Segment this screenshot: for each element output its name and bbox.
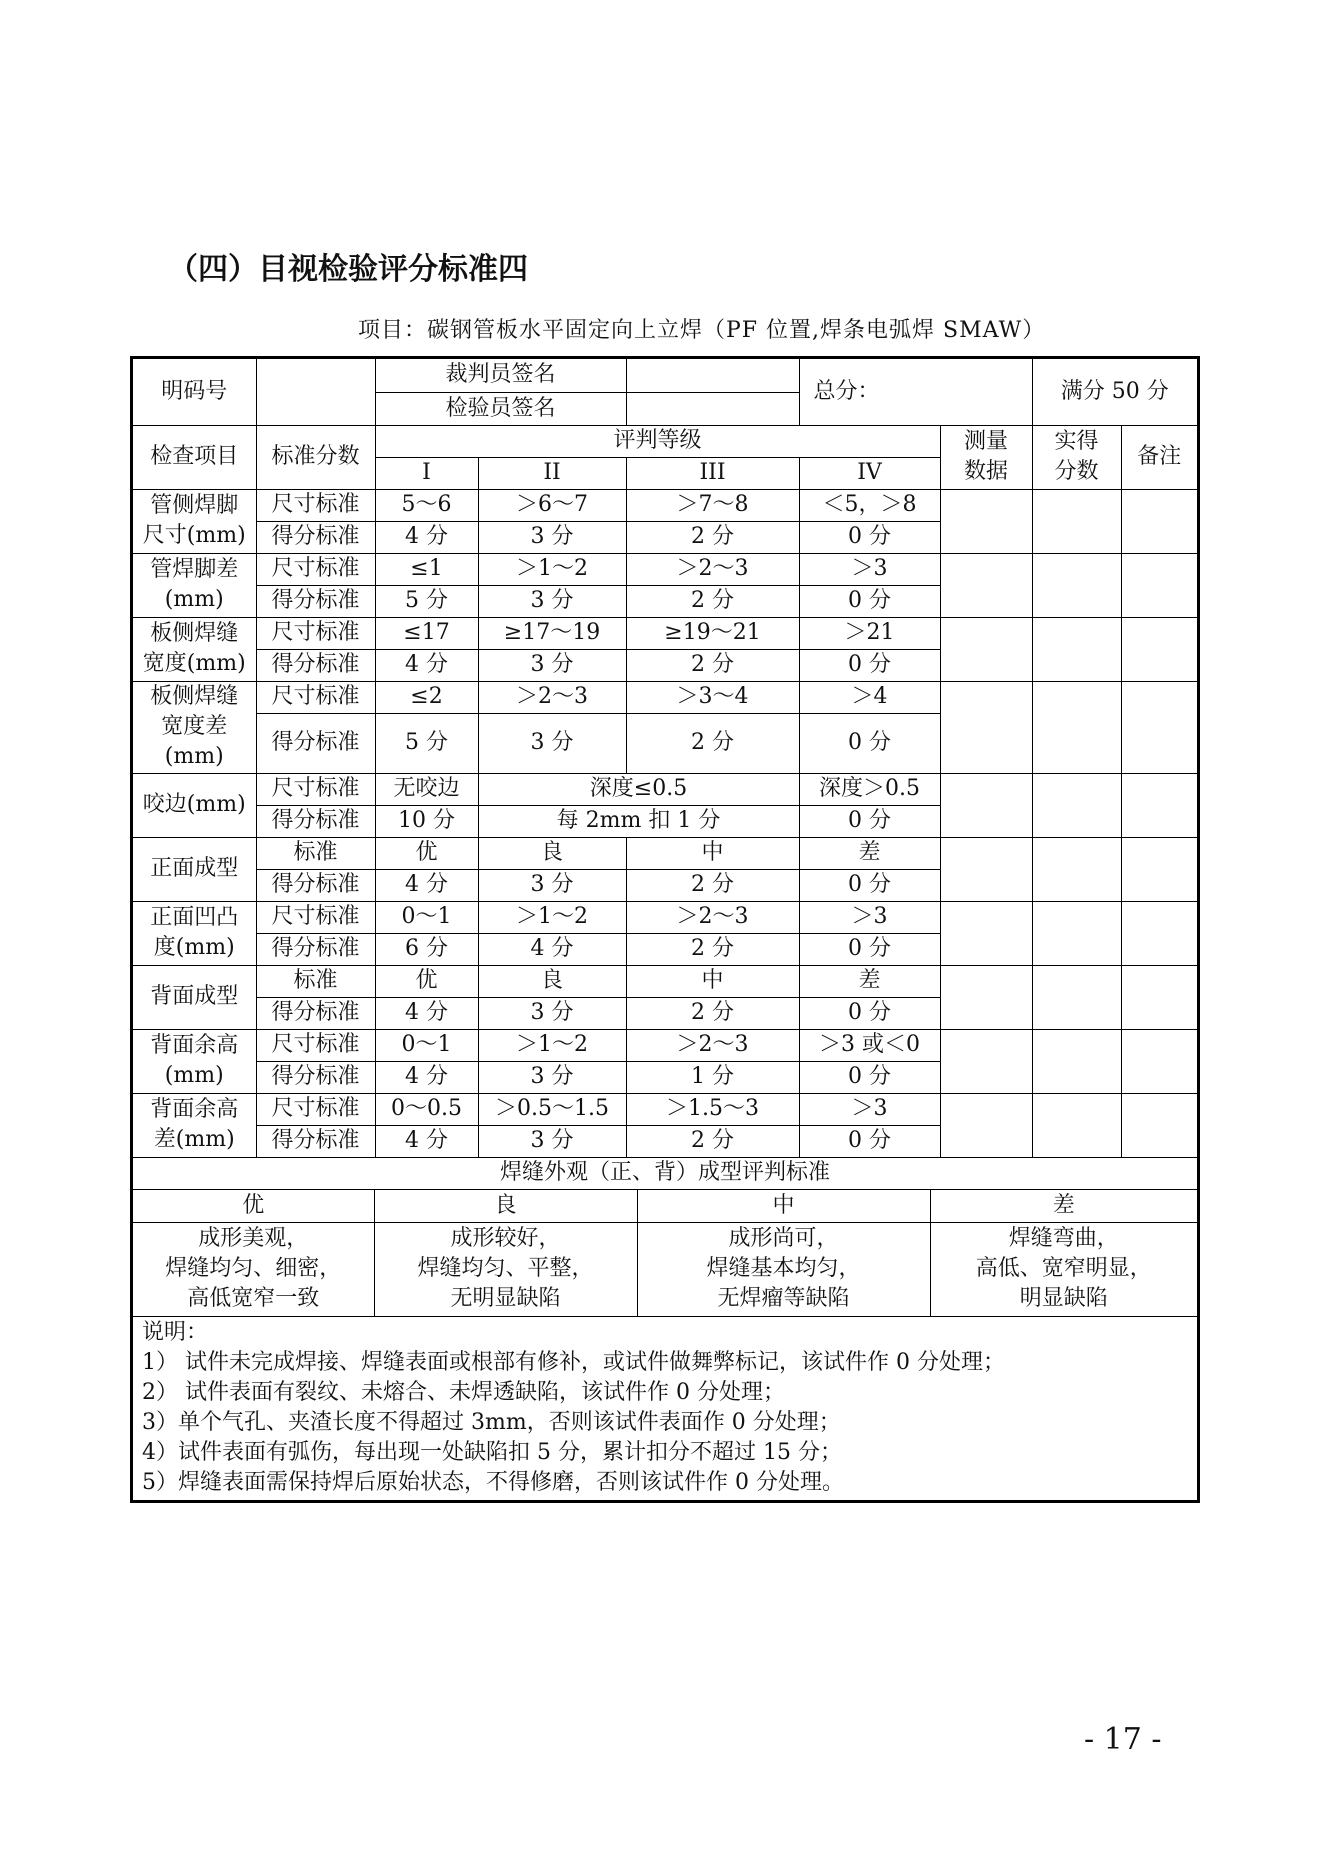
column-actual-line: 分数 — [1054, 459, 1099, 484]
grade-iii-standard: ≥19～21 — [626, 617, 799, 649]
standard-label: 标准 — [256, 965, 375, 997]
grade-ii-score: 4 分 — [478, 933, 626, 965]
standard-label: 尺寸标准 — [256, 617, 375, 649]
grade-i-score: 5 分 — [375, 585, 478, 617]
table-row — [133, 901, 1197, 933]
remarks-cell — [1121, 553, 1197, 617]
item-name — [133, 901, 256, 965]
column-measured-line: 测量 — [964, 429, 1009, 454]
actual-score-cell — [1032, 837, 1121, 901]
actual-score-cell — [1032, 1093, 1121, 1157]
grade-i-score: 4 分 — [375, 521, 478, 553]
grade-ii-score: 3 分 — [478, 521, 626, 553]
grade-iii-standard: ＞7～8 — [626, 489, 799, 521]
inspector-signature-label: 检验员签名 — [375, 392, 626, 425]
item-name — [133, 489, 256, 553]
item-name — [133, 773, 256, 837]
item-name — [133, 681, 256, 773]
grade-iii-score: 2 分 — [626, 585, 799, 617]
grade-ii-score: 3 分 — [478, 997, 626, 1029]
page-heading: （四）目视检验评分标准四 — [168, 252, 528, 287]
grade-iv-score: 0 分 — [799, 713, 940, 773]
item-name-line: 尺寸(mm) — [142, 523, 246, 548]
grade-iv-standard: ＞21 — [799, 617, 940, 649]
table-row — [133, 965, 1197, 997]
score-label: 得分标准 — [256, 933, 375, 965]
note-line: 4）试件表面有弧伤，每出现一处缺陷扣 5 分，累计扣分不超过 15 分； — [142, 1440, 842, 1465]
item-name — [133, 837, 256, 901]
appearance-grade-excellent: 优 — [133, 1190, 374, 1222]
table-row — [133, 837, 1197, 869]
item-name-line: 管侧焊脚 — [150, 493, 239, 518]
total-score-label: 总分： — [799, 359, 1032, 425]
desc-line: 高低宽窄一致 — [187, 1286, 320, 1312]
grade-iii-standard: ＞3～4 — [626, 681, 799, 713]
table-row — [133, 773, 1197, 805]
standard-label: 尺寸标准 — [256, 1029, 375, 1061]
grade-iv-score: 0 分 — [799, 1125, 940, 1157]
appearance-desc-excellent — [133, 1222, 374, 1316]
grade-ii-standard: ＞6～7 — [478, 489, 626, 521]
standard-label: 尺寸标准 — [256, 901, 375, 933]
score-label: 得分标准 — [256, 1061, 375, 1093]
grade-i-score: 6 分 — [375, 933, 478, 965]
appearance-description-row — [133, 1222, 1197, 1316]
grade-ii-score: 3 分 — [478, 1125, 626, 1157]
item-name-line: 宽度差 — [161, 714, 228, 739]
desc-line: 无明显缺陷 — [450, 1286, 561, 1312]
actual-score-cell — [1032, 617, 1121, 681]
grade-i-standard: 0～1 — [375, 1029, 478, 1061]
desc-line: 焊缝均匀、平整， — [417, 1256, 594, 1282]
grade-iii-score: 2 分 — [626, 869, 799, 901]
grade-iv-standard: ＜5，＞8 — [799, 489, 940, 521]
appearance-desc-poor — [930, 1222, 1197, 1316]
grade-iv-score: 0 分 — [799, 997, 940, 1029]
column-standard: 标准分数 — [256, 425, 375, 489]
appearance-title-row — [133, 1157, 1197, 1189]
item-name-line: 差(mm) — [153, 1127, 235, 1152]
desc-line: 成形较好， — [450, 1226, 561, 1252]
desc-line: 焊缝均匀、细密， — [165, 1256, 342, 1282]
column-header-row — [133, 425, 1197, 457]
grade-ii-heading: II — [478, 457, 626, 489]
standard-label: 尺寸标准 — [256, 681, 375, 713]
item-name-line: (mm) — [164, 1063, 224, 1088]
item-name-line: 管焊脚差 — [150, 557, 239, 582]
grade-iii-standard: 中 — [626, 837, 799, 869]
score-label: 得分标准 — [256, 649, 375, 681]
measured-data-cell — [940, 617, 1032, 681]
grade-i-standard: 0～1 — [375, 901, 478, 933]
grade-ii-score: 3 分 — [478, 869, 626, 901]
grade-iii-standard: 中 — [626, 965, 799, 997]
score-sheet — [130, 356, 1200, 1503]
full-score-label: 满分 50 分 — [1032, 359, 1197, 425]
measured-data-cell — [940, 553, 1032, 617]
grade-i-score: 10 分 — [375, 805, 478, 837]
score-label: 得分标准 — [256, 713, 375, 773]
appearance-grade-good: 良 — [374, 1190, 637, 1222]
grade-iii-score: 2 分 — [626, 1125, 799, 1157]
column-remarks: 备注 — [1121, 425, 1197, 489]
grade-iii-standard: ＞2～3 — [626, 553, 799, 585]
page-number: - 17 - — [1084, 1722, 1162, 1757]
actual-score-cell — [1032, 965, 1121, 1029]
notes-section — [133, 1316, 1197, 1500]
score-label: 得分标准 — [256, 869, 375, 901]
column-actual — [1032, 425, 1121, 489]
remarks-cell — [1121, 773, 1197, 837]
grade-iii-standard: ＞2～3 — [626, 901, 799, 933]
measured-data-cell — [940, 837, 1032, 901]
header-row — [133, 359, 1197, 392]
grade-i-standard: ≤17 — [375, 617, 478, 649]
table-row — [133, 1093, 1197, 1125]
grade-ii-iii-standard: 深度≤0.5 — [478, 773, 799, 805]
item-name-line: 背面成型 — [150, 984, 239, 1009]
grade-ii-standard: ＞1～2 — [478, 1029, 626, 1061]
grade-ii-standard: ＞1～2 — [478, 553, 626, 585]
appearance-table — [133, 1190, 1197, 1316]
appearance-desc-fair — [637, 1222, 930, 1316]
grade-i-standard: 5～6 — [375, 489, 478, 521]
grade-ii-score: 3 分 — [478, 649, 626, 681]
remarks-cell — [1121, 1093, 1197, 1157]
grade-ii-score: 3 分 — [478, 1061, 626, 1093]
remarks-cell — [1121, 1029, 1197, 1093]
grade-i-score: 4 分 — [375, 1061, 478, 1093]
grade-ii-standard: 良 — [478, 965, 626, 997]
grade-ii-iii-score: 每 2mm 扣 1 分 — [478, 805, 799, 837]
standard-label: 尺寸标准 — [256, 489, 375, 521]
grade-iv-standard: ＞3 — [799, 553, 940, 585]
grade-ii-score: 3 分 — [478, 585, 626, 617]
grade-iii-standard: ＞1.5～3 — [626, 1093, 799, 1125]
code-label: 明码号 — [133, 359, 256, 425]
score-label: 得分标准 — [256, 585, 375, 617]
grade-ii-standard: ＞1～2 — [478, 901, 626, 933]
appearance-section — [133, 1189, 1197, 1316]
item-name-line: 板侧焊缝 — [150, 621, 239, 646]
score-label: 得分标准 — [256, 997, 375, 1029]
item-name-line: 度(mm) — [153, 935, 235, 960]
table-row — [133, 617, 1197, 649]
grade-iii-standard: ＞2～3 — [626, 1029, 799, 1061]
grade-i-standard: ≤2 — [375, 681, 478, 713]
remarks-cell — [1121, 617, 1197, 681]
table-row — [133, 1029, 1197, 1061]
actual-score-cell — [1032, 489, 1121, 553]
grade-ii-score: 3 分 — [478, 713, 626, 773]
score-label: 得分标准 — [256, 1125, 375, 1157]
code-value-cell — [256, 359, 375, 425]
grade-iv-score: 0 分 — [799, 521, 940, 553]
appearance-desc-good — [374, 1222, 637, 1316]
grade-iii-heading: III — [626, 457, 799, 489]
actual-score-cell — [1032, 773, 1121, 837]
measured-data-cell — [940, 901, 1032, 965]
remarks-cell — [1121, 837, 1197, 901]
appearance-grade-row — [133, 1190, 1197, 1222]
actual-score-cell — [1032, 553, 1121, 617]
grade-iv-score: 0 分 — [799, 1061, 940, 1093]
grade-ii-standard: ≥17～19 — [478, 617, 626, 649]
grade-iv-score: 0 分 — [799, 585, 940, 617]
item-name — [133, 1093, 256, 1157]
item-name — [133, 617, 256, 681]
grade-i-heading: I — [375, 457, 478, 489]
grade-ii-standard: ＞2～3 — [478, 681, 626, 713]
grade-iii-score: 2 分 — [626, 933, 799, 965]
grade-iii-score: 2 分 — [626, 649, 799, 681]
measured-data-cell — [940, 1093, 1032, 1157]
notes-title: 说明： — [142, 1320, 209, 1345]
column-actual-line: 实得 — [1054, 429, 1099, 454]
score-label: 得分标准 — [256, 521, 375, 553]
desc-line: 成形尚可， — [728, 1226, 839, 1252]
desc-line: 焊缝基本均匀， — [706, 1256, 861, 1282]
item-name-line: (mm) — [164, 587, 224, 612]
column-item: 检查项目 — [133, 425, 256, 489]
actual-score-cell — [1032, 1029, 1121, 1093]
item-name-line: 咬边(mm) — [142, 792, 246, 817]
item-name — [133, 965, 256, 1029]
desc-line: 焊缝弯曲， — [1008, 1226, 1119, 1252]
table-row — [133, 681, 1197, 713]
note-line: 3）单个气孔、夹渣长度不得超过 3mm，否则该试件表面作 0 分处理； — [142, 1410, 841, 1435]
note-line: 5）焊缝表面需保持焊后原始状态，不得修磨，否则该试件作 0 分处理。 — [142, 1470, 844, 1495]
inspector-signature-cell — [626, 392, 799, 425]
grade-i-score: 4 分 — [375, 869, 478, 901]
item-name-line: 正面成型 — [150, 856, 239, 881]
desc-line: 成形美观， — [198, 1226, 309, 1252]
desc-line: 无焊瘤等缺陷 — [717, 1286, 850, 1312]
item-name-line: 宽度(mm) — [142, 651, 246, 676]
standard-label: 尺寸标准 — [256, 1093, 375, 1125]
table-row — [133, 553, 1197, 585]
column-measured — [940, 425, 1032, 489]
grade-i-standard: 优 — [375, 837, 478, 869]
appearance-grade-poor: 差 — [930, 1190, 1197, 1222]
grade-iii-score: 1 分 — [626, 1061, 799, 1093]
judge-signature-cell — [626, 359, 799, 392]
measured-data-cell — [940, 681, 1032, 773]
actual-score-cell — [1032, 901, 1121, 965]
note-line: 1） 试件未完成焊接、焊缝表面或根部有修补，或试件做舞弊标记，该试件作 0 分处理； — [142, 1350, 1005, 1375]
grade-iii-score: 2 分 — [626, 521, 799, 553]
appearance-grade-fair: 中 — [637, 1190, 930, 1222]
measured-data-cell — [940, 965, 1032, 1029]
project-subtitle: 项目：碳钢管板水平固定向上立焊（PF 位置,焊条电弧焊 SMAW） — [358, 318, 1046, 343]
grade-iv-standard: 差 — [799, 965, 940, 997]
grade-i-standard: 优 — [375, 965, 478, 997]
standard-label: 标准 — [256, 837, 375, 869]
desc-line: 明显缺陷 — [1019, 1286, 1108, 1312]
column-measured-line: 数据 — [964, 459, 1009, 484]
grade-i-score: 5 分 — [375, 713, 478, 773]
grade-iv-standard: 差 — [799, 837, 940, 869]
grade-iv-score: 0 分 — [799, 869, 940, 901]
measured-data-cell — [940, 489, 1032, 553]
item-name-line: 正面凹凸 — [150, 905, 239, 930]
grade-iv-score: 0 分 — [799, 805, 940, 837]
score-label: 得分标准 — [256, 805, 375, 837]
appearance-title: 焊缝外观（正、背）成型评判标准 — [133, 1157, 1197, 1189]
grade-i-standard: 0～0.5 — [375, 1093, 478, 1125]
grade-i-standard: ≤1 — [375, 553, 478, 585]
desc-line: 高低、宽窄明显， — [975, 1256, 1152, 1282]
grade-iv-standard: ＞3 — [799, 901, 940, 933]
item-name-line: 背面余高 — [150, 1033, 239, 1058]
actual-score-cell — [1032, 681, 1121, 773]
table-row — [133, 489, 1197, 521]
measured-data-cell — [940, 1029, 1032, 1093]
remarks-cell — [1121, 965, 1197, 1029]
grade-iv-standard: ＞3 或＜0 — [799, 1029, 940, 1061]
measured-data-cell — [940, 773, 1032, 837]
item-name-line: (mm) — [164, 744, 224, 769]
grade-i-score: 4 分 — [375, 997, 478, 1029]
item-name-line: 板侧焊缝 — [150, 684, 239, 709]
item-name-line: 背面余高 — [150, 1097, 239, 1122]
judge-signature-label: 裁判员签名 — [375, 359, 626, 392]
standard-label: 尺寸标准 — [256, 773, 375, 805]
grade-iv-standard: ＞3 — [799, 1093, 940, 1125]
grade-i-score: 4 分 — [375, 1125, 478, 1157]
grade-i-standard: 无咬边 — [375, 773, 478, 805]
remarks-cell — [1121, 901, 1197, 965]
grade-ii-standard: 良 — [478, 837, 626, 869]
grade-iv-standard: 深度＞0.5 — [799, 773, 940, 805]
grade-ii-standard: ＞0.5～1.5 — [478, 1093, 626, 1125]
grade-iii-score: 2 分 — [626, 713, 799, 773]
grade-iii-score: 2 分 — [626, 997, 799, 1029]
item-name — [133, 1029, 256, 1093]
note-line: 2） 试件表面有裂纹、未熔合、未焊透缺陷，该试件作 0 分处理； — [142, 1380, 785, 1405]
grade-iv-heading: IV — [799, 457, 940, 489]
grade-i-score: 4 分 — [375, 649, 478, 681]
grade-iv-score: 0 分 — [799, 933, 940, 965]
item-name — [133, 553, 256, 617]
standard-label: 尺寸标准 — [256, 553, 375, 585]
grade-iv-standard: ＞4 — [799, 681, 940, 713]
remarks-cell — [1121, 489, 1197, 553]
grade-iv-score: 0 分 — [799, 649, 940, 681]
column-grade: 评判等级 — [375, 425, 940, 457]
remarks-cell — [1121, 681, 1197, 773]
scoring-table — [133, 359, 1197, 1189]
